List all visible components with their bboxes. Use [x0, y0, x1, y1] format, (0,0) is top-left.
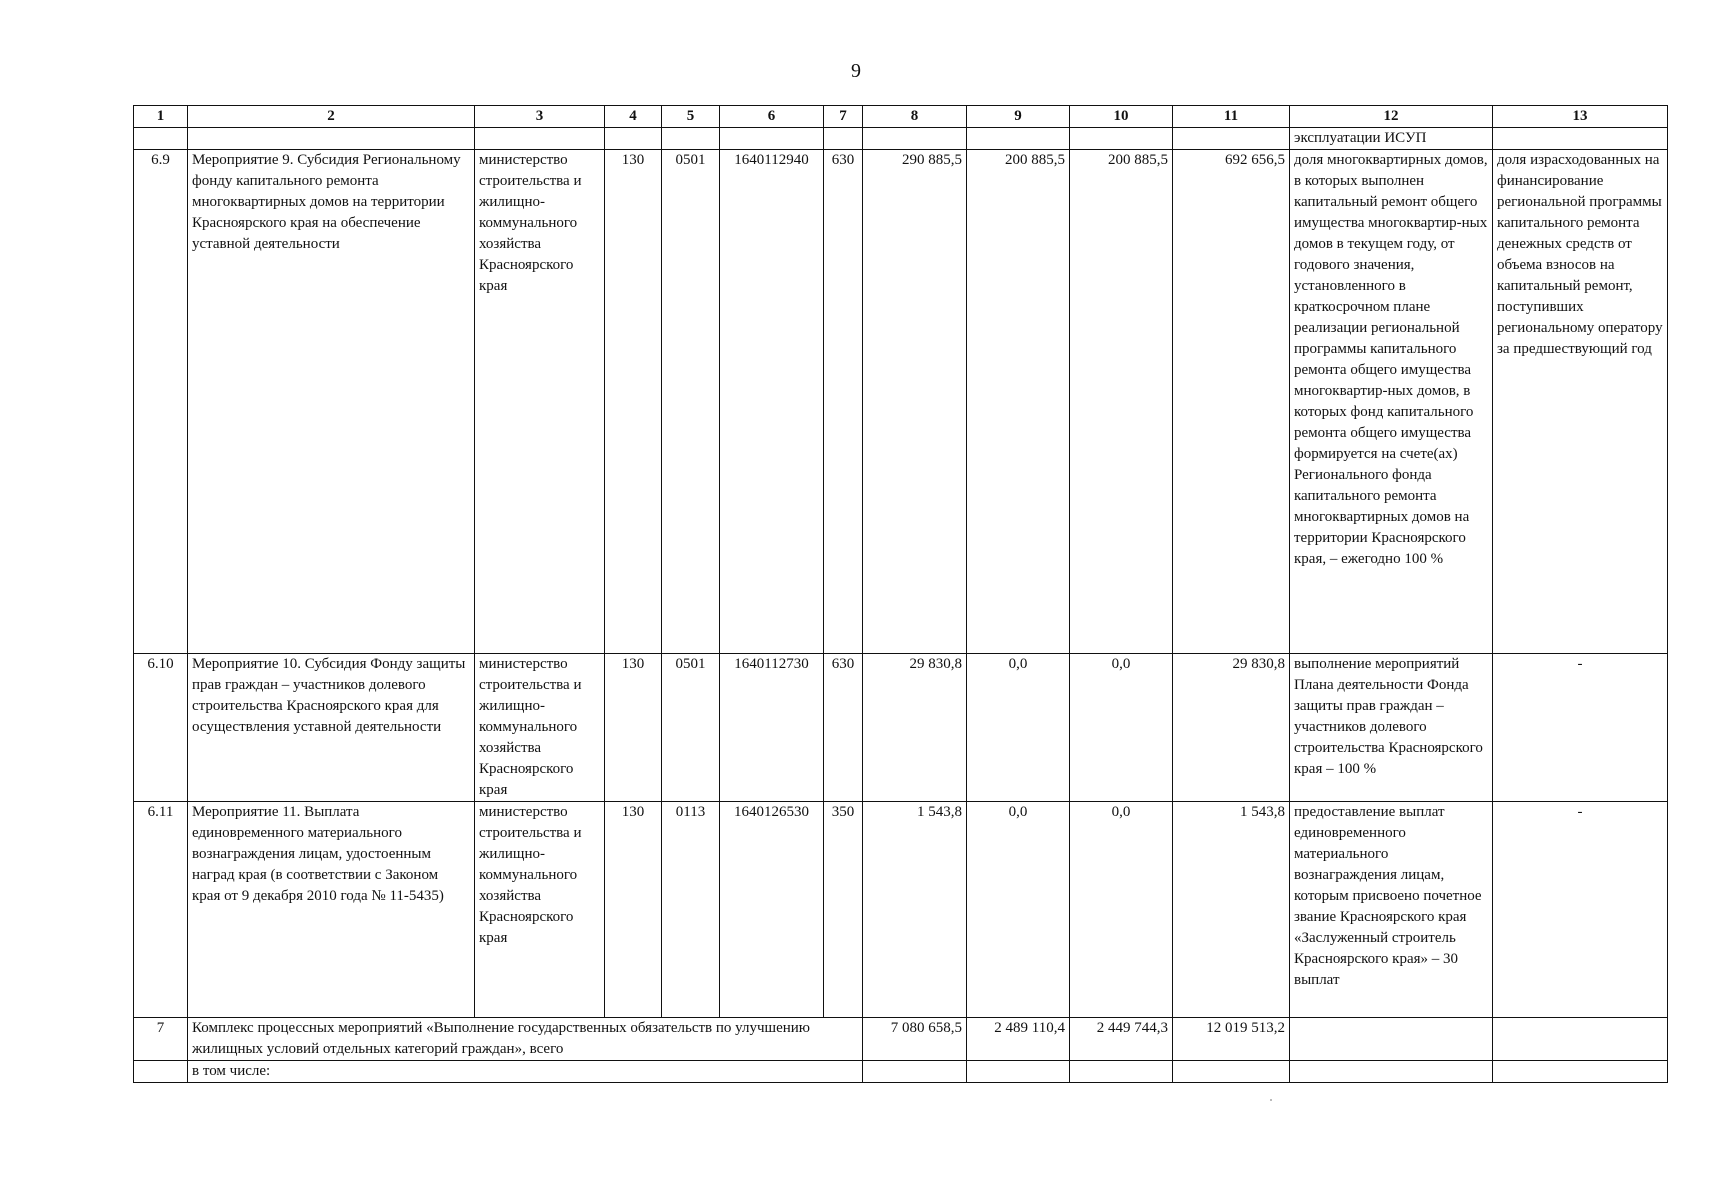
column-header: 1	[134, 106, 188, 128]
vr-code: 630	[824, 654, 863, 802]
amount-year3: 0,0	[1070, 654, 1173, 802]
table-row	[134, 654, 1668, 802]
page-number: 9	[851, 60, 861, 82]
summary-row	[134, 1018, 1668, 1061]
column-header: 5	[662, 106, 720, 128]
header-row	[134, 106, 1668, 128]
amount-total: 12 019 513,2	[1173, 1018, 1290, 1061]
indicator: доля израсходованных на финансирование региональной программы капитального ремонта денежных средств от объема взносов на капитальный ремонт, поступивших региональному оператору за предшествующий год	[1493, 150, 1668, 654]
amount-total: 1 543,8	[1173, 802, 1290, 1018]
row-number: 7	[134, 1018, 188, 1061]
column-header: 7	[824, 106, 863, 128]
csr-code: 1640112730	[720, 654, 824, 802]
continuation-row	[134, 128, 1668, 150]
grbs-code: 130	[605, 654, 662, 802]
amount-year3: 0,0	[1070, 802, 1173, 1018]
indicator: -	[1493, 654, 1668, 802]
column-header: 3	[475, 106, 605, 128]
grbs-code: 130	[605, 150, 662, 654]
column-header: 9	[967, 106, 1070, 128]
expected-result: предоставление выплат единовременного материального вознаграждения лицам, которым присвоено почетное звание Красноярского края «Заслуженный строитель Красноярского края» – 30 выплат	[1290, 802, 1493, 1018]
amount-year2: 0,0	[967, 802, 1070, 1018]
amount-year1: 7 080 658,5	[863, 1018, 967, 1061]
csr-code: 1640112940	[720, 150, 824, 654]
vr-code: 350	[824, 802, 863, 1018]
scan-speck	[1270, 1099, 1272, 1101]
result-continuation: эксплуатации ИСУП	[1290, 128, 1493, 150]
including-row	[134, 1061, 1668, 1083]
executor: министерство строительства и жилищно-коммунального хозяйства Красноярского края	[475, 150, 605, 654]
executor: министерство строительства и жилищно-коммунального хозяйства Красноярского края	[475, 654, 605, 802]
rzpr-code: 0113	[662, 802, 720, 1018]
column-header: 2	[188, 106, 475, 128]
row-number: 6.9	[134, 150, 188, 654]
amount-year1: 1 543,8	[863, 802, 967, 1018]
column-header: 12	[1290, 106, 1493, 128]
column-header: 13	[1493, 106, 1668, 128]
grbs-code: 130	[605, 802, 662, 1018]
expected-result: выполнение мероприятий Плана деятельности Фонда защиты прав граждан – участников долевого строительства Красноярского края – 100 %	[1290, 654, 1493, 802]
including-label: в том числе:	[188, 1061, 863, 1083]
measure-name: Мероприятие 10. Субсидия Фонду защиты прав граждан – участников долевого строительства Красноярского края для осуществления уставной деятельности	[188, 654, 475, 802]
column-header: 6	[720, 106, 824, 128]
table-row	[134, 150, 1668, 654]
column-header: 8	[863, 106, 967, 128]
rzpr-code: 0501	[662, 150, 720, 654]
amount-year3: 2 449 744,3	[1070, 1018, 1173, 1061]
rzpr-code: 0501	[662, 654, 720, 802]
measure-name: Мероприятие 9. Субсидия Региональному фонду капитального ремонта многоквартирных домов на территории Красноярского края на обеспечение уставной деятельности	[188, 150, 475, 654]
amount-year3: 200 885,5	[1070, 150, 1173, 654]
measure-name: Мероприятие 11. Выплата единовременного материального вознаграждения лицам, удостоенным наград края (в соответствии с Законом края от 9 декабря 2010 года № 11-5435)	[188, 802, 475, 1018]
amount-year1: 290 885,5	[863, 150, 967, 654]
amount-total: 692 656,5	[1173, 150, 1290, 654]
executor: министерство строительства и жилищно-коммунального хозяйства Красноярского края	[475, 802, 605, 1018]
column-header: 11	[1173, 106, 1290, 128]
csr-code: 1640126530	[720, 802, 824, 1018]
complex-name: Комплекс процессных мероприятий «Выполнение государственных обязательств по улучшению жилищных условий отдельных категорий граждан», всего	[188, 1018, 863, 1061]
amount-total: 29 830,8	[1173, 654, 1290, 802]
amount-year2: 0,0	[967, 654, 1070, 802]
vr-code: 630	[824, 150, 863, 654]
column-header: 10	[1070, 106, 1173, 128]
amount-year1: 29 830,8	[863, 654, 967, 802]
program-table	[133, 105, 1668, 1083]
table-row	[134, 802, 1668, 1018]
row-number: 6.10	[134, 654, 188, 802]
row-number: 6.11	[134, 802, 188, 1018]
amount-year2: 2 489 110,4	[967, 1018, 1070, 1061]
indicator: -	[1493, 802, 1668, 1018]
column-header: 4	[605, 106, 662, 128]
expected-result: доля многоквартирных домов, в которых выполнен капитальный ремонт общего имущества многоквартир-ных домов в текущем году, от годового значения, установленного в краткосрочном плане реализации региональной программы капитального ремонта общего имущества многоквартир-ных домов, в которых фонд капитального ремонта общего имущества формируется на счете(ах) Регионального фонда капитального ремонта многоквартирных домов на территории Красноярского края, – ежегодно 100 %	[1290, 150, 1493, 654]
amount-year2: 200 885,5	[967, 150, 1070, 654]
